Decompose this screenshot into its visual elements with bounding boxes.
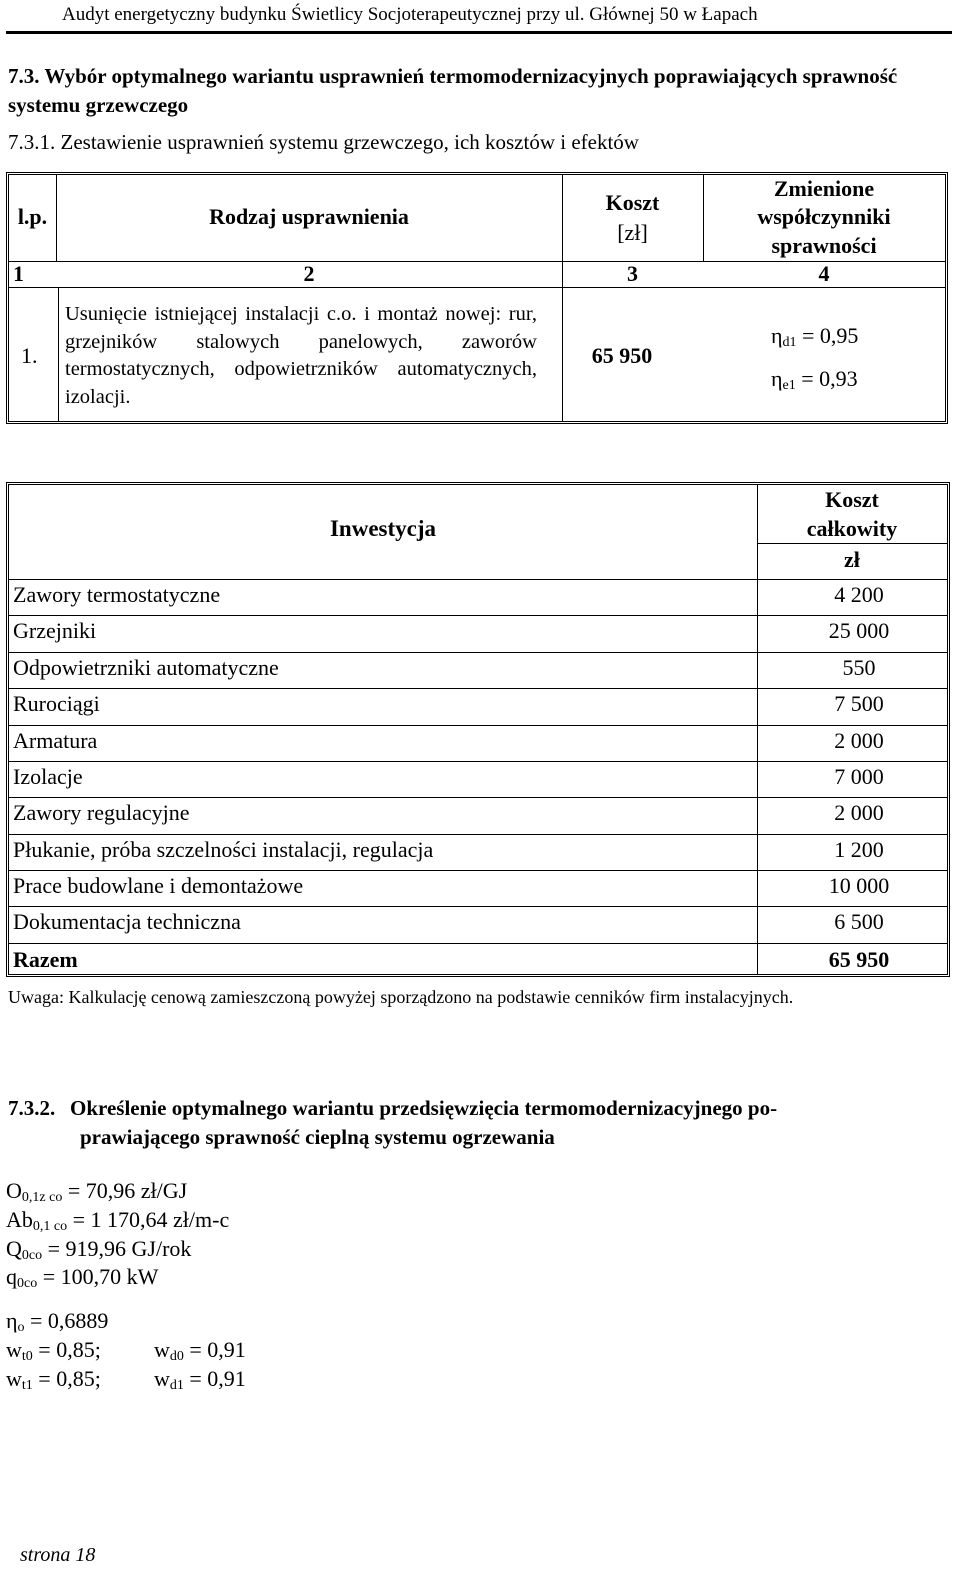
subsection-title: 7.3.1. Zestawienie usprawnień systemu grzewczego, ich kosztów i efektów — [8, 130, 639, 154]
table-row-value: 25 000 — [828, 618, 890, 643]
header-coef-2: współczynniki — [757, 204, 891, 229]
colnum-3: 3 — [627, 261, 638, 286]
header-cost-unit: [zł] — [617, 220, 648, 245]
formula-Q: $Q_{0co} = 919,96$ GJ/rok — [6, 1236, 192, 1263]
investment-table — [6, 482, 950, 977]
formula-Ab: $Ab_{0,1 co} = 1$ 170,64 zł/m-c — [6, 1207, 230, 1234]
table-row-label: Odpowietrzniki automatyczne — [13, 655, 279, 680]
table-row-label: Grzejniki — [13, 618, 97, 643]
header-type: Rodzaj usprawnienia — [209, 204, 409, 229]
header-divider — [6, 31, 952, 34]
formula-wt1: $w_{t1} = 0,85$; — [6, 1366, 101, 1393]
row-eta-d1: $\eta_{d1} = 0,95$ — [771, 323, 859, 350]
total-label: Razem — [13, 947, 78, 972]
formula-eta-o: $\eta_o = 0,6889$ — [6, 1308, 109, 1335]
formula-q: $q_{0co} = 100,70$ kW — [6, 1264, 159, 1291]
table-row-value: 550 — [842, 655, 876, 680]
colnum-4: 4 — [818, 261, 830, 286]
table-row-value: 10 000 — [828, 873, 890, 898]
header-lp: l.p. — [17, 204, 48, 229]
header-cost: Koszt — [605, 190, 660, 215]
row-description: Usunięcie istniejącej instalacji c.o. i montaż nowej: rur, grzejników stalowych panelowych, zaworów termostatycznych, odpowietrzników automatycznych, izolacji. — [65, 303, 537, 408]
table-row-label: Prace budowlane i demontażowe — [13, 873, 304, 898]
table-row-label: Dokumentacja techniczna — [13, 909, 241, 934]
table-row-value: 2 000 — [834, 728, 884, 753]
table-row-value: 7 000 — [834, 764, 884, 789]
table-row-label: Armatura — [13, 728, 98, 753]
header-investment: Inwestycja — [329, 516, 437, 541]
table-row-label: Płukanie, próba szczelności instalacji, regulacja — [13, 837, 434, 862]
formula-wd0: $w_{d0} = 0,91$ — [154, 1337, 246, 1364]
table-row-value: 7 500 — [834, 691, 884, 716]
header-coef-1: Zmienione — [773, 176, 875, 201]
table-row-label: Zawory regulacyjne — [13, 800, 190, 825]
section2-title-line1: Określenie optymalnego wariantu przedsięwzięcia termomodernizacyjnego po- — [70, 1096, 778, 1120]
formula-wt0: $w_{t0} = 0,85$; — [6, 1337, 101, 1364]
formula-O: $O_{0,1z co} = 70,96$ zł/GJ — [6, 1178, 188, 1205]
section2-number: 7.3.2. — [8, 1096, 56, 1120]
total-value: 65 950 — [828, 947, 890, 972]
table-row-value: 2 000 — [834, 800, 884, 825]
table-row-label: Zawory termostatyczne — [13, 582, 221, 607]
header-total-cost-1: Koszt — [825, 487, 879, 512]
section2-title-line2: prawiającego sprawność cieplną systemu ogrzewania — [80, 1125, 555, 1149]
improvements-table — [6, 172, 948, 424]
row-eta-e1: $\eta_{e1} = 0,93$ — [771, 366, 858, 393]
header-total-cost-2: całkowity — [806, 516, 898, 541]
price-note: Uwaga: Kalkulację cenową zamieszczoną powyżej sporządzono na podstawie cenników firm instalacyjnych. — [8, 987, 794, 1007]
header-total-cost-3: zł — [844, 547, 860, 572]
formula-wd1: $w_{d1} = 0,91$ — [154, 1366, 246, 1393]
row-cost: 65 950 — [591, 343, 653, 368]
table-row-value: 1 200 — [834, 837, 884, 862]
section-title: 7.3. Wybór optymalnego wariantu usprawnień termomodernizacyjnych poprawiających sprawność systemu grzewczego — [8, 64, 898, 117]
page-number: strona 18 — [20, 1544, 96, 1566]
row-lp: 1. — [21, 343, 38, 368]
colnum-1: 1 — [13, 261, 24, 286]
page-header: Audyt energetyczny budynku Świetlicy Socjoterapeutycznej przy ul. Głównej 50 w Łapach — [62, 4, 758, 25]
table-row-label: Rurociągi — [13, 691, 100, 716]
table-row-label: Izolacje — [13, 764, 83, 789]
header-coef-3: sprawności — [771, 233, 877, 258]
table-row-value: 4 200 — [834, 582, 884, 607]
colnum-2: 2 — [303, 261, 315, 286]
table-row-value: 6 500 — [834, 909, 884, 934]
